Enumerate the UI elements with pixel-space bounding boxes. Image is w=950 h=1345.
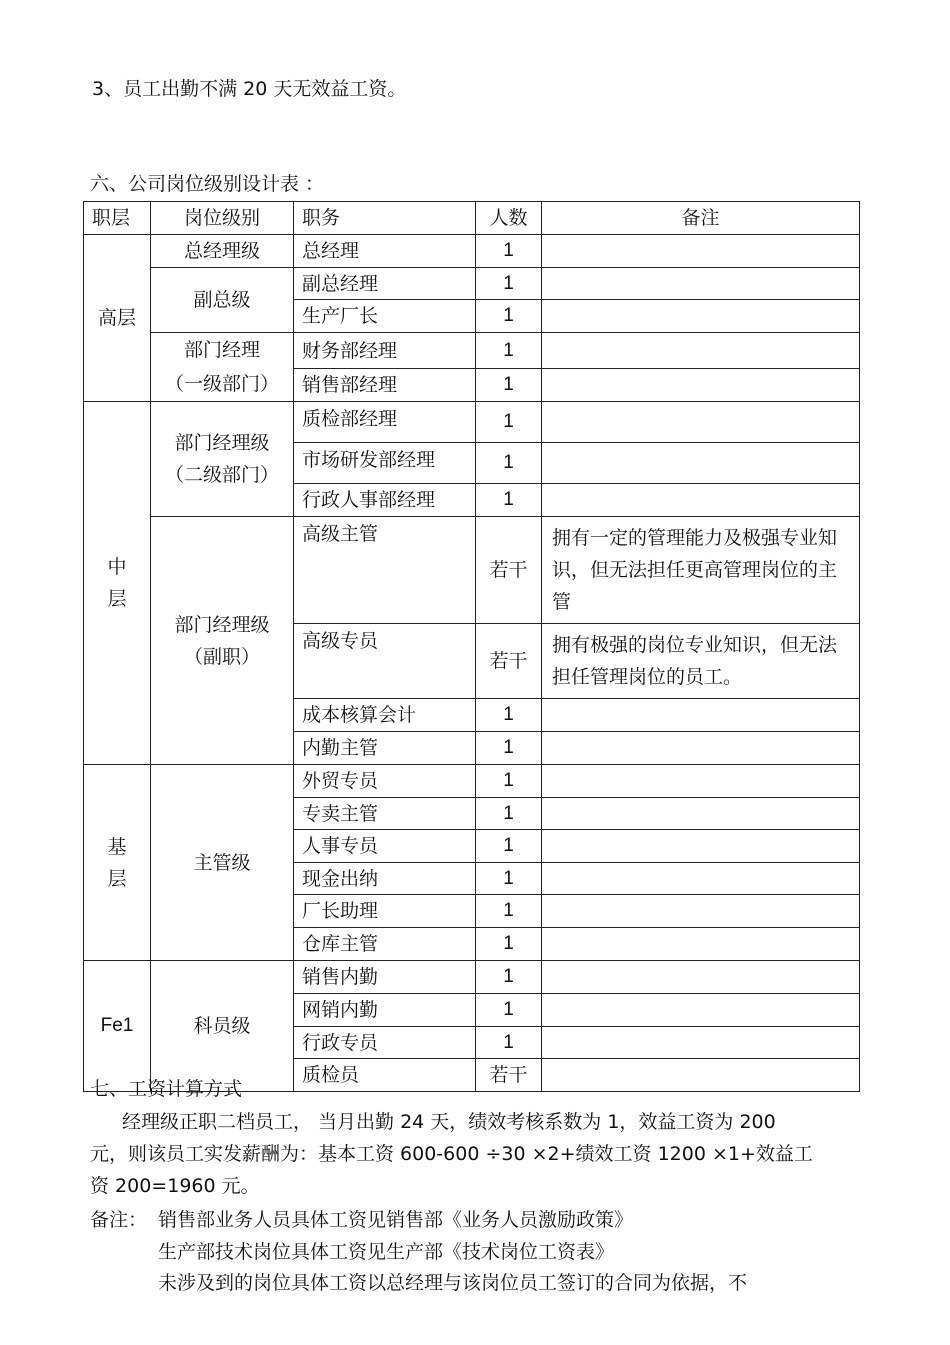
grade-dept1: 部门经理 （一级部门）: [151, 333, 294, 402]
grade-dept2: 部门经理级 （二级部门）: [151, 402, 294, 517]
note-cell: 拥有极强的岗位专业知识，但无法担任管理岗位的员工。: [542, 624, 860, 699]
note-cell: [542, 369, 860, 402]
note-cell: [542, 484, 860, 517]
note-cell: [542, 928, 860, 961]
count-cell: 1: [476, 895, 542, 928]
grade-supervisor: 主管级: [151, 765, 294, 961]
position-cell: 副总经理: [294, 268, 476, 300]
position-cell: 生产厂长: [294, 300, 476, 333]
header-position: 职务: [294, 202, 476, 235]
note-cell: [542, 994, 860, 1027]
note-cell: [542, 895, 860, 928]
header-grade: 岗位级别: [151, 202, 294, 235]
table-row: [84, 402, 860, 443]
grade-vice: 副总级: [151, 268, 294, 333]
position-cell: 现金出纳: [294, 863, 476, 895]
count-cell: 1: [476, 732, 542, 765]
count-cell: 若干: [476, 624, 542, 699]
note-cell: [542, 830, 860, 863]
position-cell: 专卖主管: [294, 798, 476, 830]
position-cell: 高级专员: [294, 624, 476, 699]
position-cell: 销售部经理: [294, 369, 476, 402]
note-cell: [542, 1027, 860, 1059]
remarks-item-3: 未涉及到的岗位具体工资以总经理与该岗位员工签订的合同为依据，不: [158, 1272, 748, 1294]
section7-line-1: 经理级正职二档员工， 当月出勤 24 天，绩效考核系数为 1，效益工资为 200: [122, 1111, 776, 1133]
note-cell: [542, 402, 860, 443]
note-cell: [542, 798, 860, 830]
header-note: 备注: [542, 202, 860, 235]
count-cell: 1: [476, 765, 542, 798]
layer-middle: 中 层: [84, 402, 151, 765]
note-cell: [542, 1059, 860, 1092]
note-cell: [542, 961, 860, 994]
note-cell: [542, 765, 860, 798]
count-cell: 1: [476, 235, 542, 268]
intro-line: 3、员工出勤不满 20 天无效益工资。: [92, 78, 407, 100]
section7-line-2: 元，则该员工实发薪酬为：基本工资 600-600 ÷30 ×2+绩效工资 1200 ×1+效益工: [90, 1143, 813, 1165]
position-cell: 内勤主管: [294, 732, 476, 765]
section7-title: 七、工资计算方式: [90, 1078, 243, 1100]
position-cell: 质检员: [294, 1059, 476, 1092]
layer-high: 高层: [84, 235, 151, 402]
position-cell: 行政人事部经理: [294, 484, 476, 517]
position-cell: 市场研发部经理: [294, 443, 476, 484]
table-header-row: [84, 202, 860, 235]
position-cell: 销售内勤: [294, 961, 476, 994]
table-row: [84, 517, 860, 624]
table-row: [84, 333, 860, 369]
count-cell: 1: [476, 484, 542, 517]
header-layer: 职层: [84, 202, 151, 235]
note-cell: [542, 300, 860, 333]
note-cell: [542, 732, 860, 765]
layer-base: 基 层: [84, 765, 151, 961]
count-cell: 1: [476, 961, 542, 994]
position-cell: 外贸专员: [294, 765, 476, 798]
position-cell: 成本核算会计: [294, 699, 476, 732]
count-cell: 1: [476, 443, 542, 484]
position-cell: 网销内勤: [294, 994, 476, 1027]
position-cell: 高级主管: [294, 517, 476, 624]
count-cell: 1: [476, 268, 542, 300]
count-cell: 1: [476, 798, 542, 830]
table-row: [84, 765, 860, 798]
position-cell: 人事专员: [294, 830, 476, 863]
count-cell: 1: [476, 863, 542, 895]
count-cell: 若干: [476, 1059, 542, 1092]
count-cell: 1: [476, 300, 542, 333]
count-cell: 1: [476, 369, 542, 402]
position-cell: 质检部经理: [294, 402, 476, 443]
note-cell: [542, 235, 860, 268]
count-cell: 若干: [476, 517, 542, 624]
section7-line-3: 资 200=1960 元。: [90, 1175, 260, 1197]
count-cell: 1: [476, 994, 542, 1027]
note-cell: [542, 268, 860, 300]
count-cell: 1: [476, 928, 542, 961]
grade-gm: 总经理级: [151, 235, 294, 268]
header-count: 人数: [476, 202, 542, 235]
note-cell: [542, 699, 860, 732]
position-cell: 行政专员: [294, 1027, 476, 1059]
position-cell: 厂长助理: [294, 895, 476, 928]
table-row: [84, 961, 860, 994]
position-cell: 财务部经理: [294, 333, 476, 369]
remarks-item-1: 销售部业务人员具体工资见销售部《业务人员激励政策》: [158, 1209, 634, 1231]
count-cell: 1: [476, 333, 542, 369]
layer-fe1: Fe1: [84, 961, 151, 1092]
position-cell: 仓库主管: [294, 928, 476, 961]
position-cell: 总经理: [294, 235, 476, 268]
section6-title: 六、公司岗位级别设计表 ：: [90, 173, 325, 195]
note-cell: 拥有一定的管理能力及极强专业知识，但无法担任更高管理岗位的主管: [542, 517, 860, 624]
count-cell: 1: [476, 1027, 542, 1059]
count-cell: 1: [476, 830, 542, 863]
remarks-item-2: 生产部技术岗位具体工资见生产部《技术岗位工资表》: [158, 1241, 615, 1263]
grade-deputy: 部门经理级 （副职）: [151, 517, 294, 765]
note-cell: [542, 333, 860, 369]
table-row: [84, 235, 860, 268]
note-cell: [542, 863, 860, 895]
table-row: [84, 268, 860, 300]
grade-clerk: 科员级: [151, 961, 294, 1092]
count-cell: 1: [476, 699, 542, 732]
count-cell: 1: [476, 402, 542, 443]
remarks-label: 备注：: [90, 1209, 148, 1231]
position-grade-table: [83, 201, 860, 1092]
note-cell: [542, 443, 860, 484]
